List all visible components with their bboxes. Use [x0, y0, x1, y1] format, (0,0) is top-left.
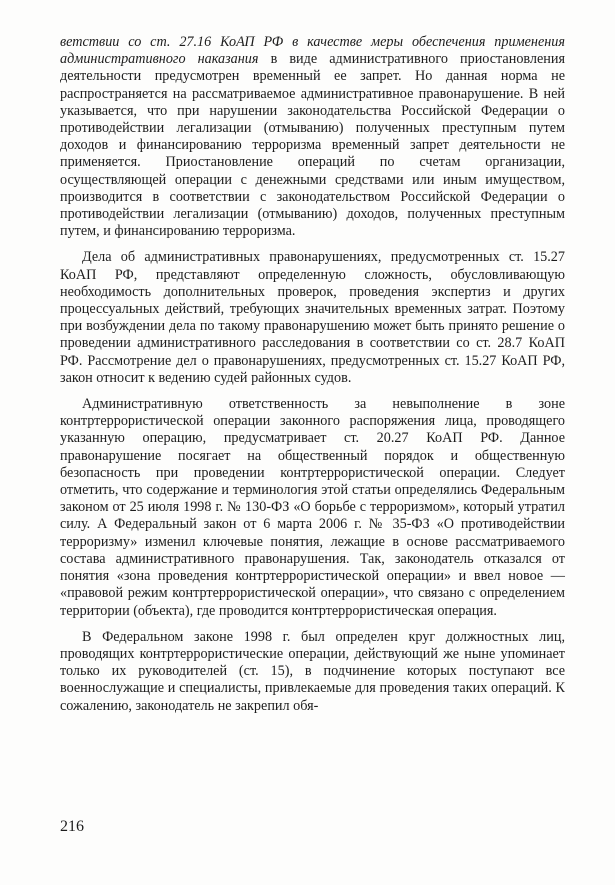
body-text — [60, 34, 565, 715]
paragraph-2 — [60, 249, 565, 387]
paragraph-1-text: в виде административного приостановления деятельности предусмотрен временный ее запрет. Но данная норма не распространяется на рассматриваемое административное правонарушение. В ней указывается, что при нарушении законодательства Российской Федерации о противодействии легализации (отмыванию) полученных преступным путем доходов и финансированию терроризма временный запрет деятельности не применяется. Приостановление операций по счетам организации, осуществляющей операции с денежными средствами или иным имуществом, производится в соответствии с законодательством Российской Федерации о противодействии легализации (отмыванию) доходов, полученных преступным путем, и финансированию терроризма. — [60, 51, 566, 240]
paragraph-3 — [60, 396, 565, 620]
paragraph-4-text: В Федеральном законе 1998 г. был определен круг должностных лиц, проводящих контртеррористические операции, действующий же ныне упоминает только их руководителей (ст. 15), в подчинение которых поступают все военнослужащие и специалисты, привлекаемые для проведения таких операций. К сожалению, законодатель не закрепил обя- — [60, 628, 565, 714]
paragraph-4 — [60, 629, 565, 715]
paragraph-3-text: Административную ответственность за невыполнение в зоне контртеррористической операции законного распоряжения лица, проводящего указанную операцию, предусматривает ст. 20.27 КоАП РФ. Данное правонарушение посягает на общественный порядок и общественную безопасность при проведении контртеррористической операции. Следует отметить, что содержание и терминология этой статьи определялись Федеральным законом от 25 июля 1998 г. № 130-ФЗ «О борьбе с терроризмом», который утратил силу. А Федеральный закон от 6 марта 2006 г. № 35-ФЗ «О противодействии терроризму» изменил ключевые понятия, лежащие в основе рассматриваемого состава административного правонарушения. Так, законодатель отказался от понятия «зона проведения контртеррористической операции» и ввел новое — «правовой режим контртеррористической операции», что связано с определением территории (объекта), где проводится контртеррористическая операция. — [60, 396, 565, 619]
paragraph-1 — [60, 34, 565, 240]
paragraph-2-text: Дела об административных правонарушениях, предусмотренных ст. 15.27 КоАП РФ, представляют определенную сложность, обусловливающую необходимость дополнительных проверок, проведения экспертиз и других процессуальных действий, требующих значительных временных затрат. Поэтому при возбуждении дела по такому правонарушению может быть принято решение о проведении административного расследования в соответствии со ст. 28.7 КоАП РФ. Рассмотрение дел о правонарушениях, предусмотренных ст. 15.27 КоАП РФ, закон относит к ведению судей районных судов. — [60, 249, 565, 386]
paragraph-1-italic-run: ветствии со ст. 27.16 КоАП РФ в качестве меры обеспечения применения административного наказания — [60, 34, 565, 68]
page-number: 216 — [60, 818, 84, 835]
